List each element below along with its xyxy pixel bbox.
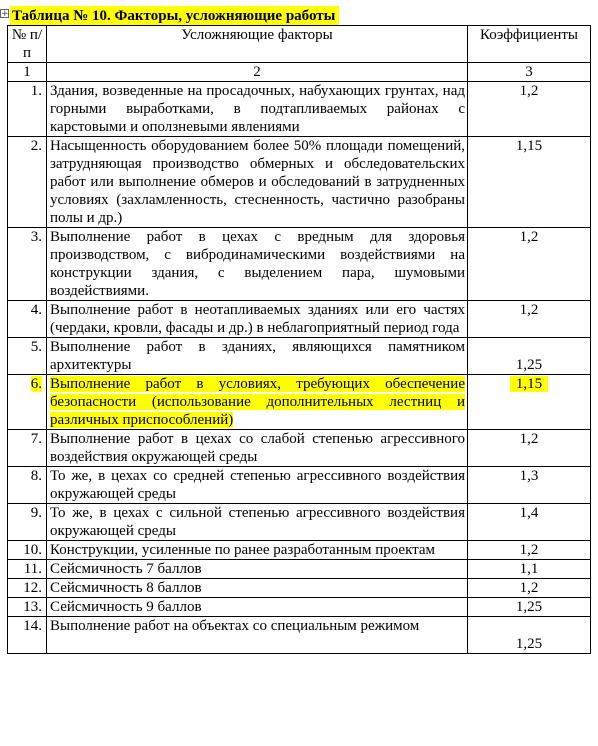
factor-text: Сейсмичность 9 баллов	[47, 598, 468, 617]
table-row	[8, 228, 591, 301]
table-header-row	[8, 26, 591, 63]
header-coefficients: Коэффициенты	[468, 26, 591, 63]
coefficient-value: 1,2	[468, 82, 591, 137]
coefficient-value: 1,25	[468, 338, 591, 375]
coefficient-value-highlighted: 1,15	[468, 375, 591, 430]
column-number-1: 1	[8, 63, 47, 82]
factor-text: Конструкции, усиленные по ранее разработанным проектам	[47, 541, 468, 560]
coefficient-value: 1,2	[468, 228, 591, 301]
coefficient-value: 1,2	[468, 541, 591, 560]
row-number: 11.	[8, 560, 47, 579]
coefficient-value: 1,2	[468, 430, 591, 467]
coefficient-value: 1,25	[468, 617, 591, 654]
factor-text: Выполнение работ в неотапливаемых зданиях или его частях (чердаки, кровли, фасады и др.) в неблагоприятный период года	[47, 301, 468, 338]
table-row	[8, 504, 591, 541]
table-row-highlighted	[8, 375, 591, 430]
row-number: 4.	[8, 301, 47, 338]
coefficient-value: 1,2	[468, 579, 591, 598]
column-number-row	[8, 63, 591, 82]
factor-text: Сейсмичность 8 баллов	[47, 579, 468, 598]
row-number: 1.	[8, 82, 47, 137]
table-row	[8, 301, 591, 338]
row-number: 3.	[8, 228, 47, 301]
row-number: 9.	[8, 504, 47, 541]
table-row	[8, 338, 591, 375]
row-number: 13.	[8, 598, 47, 617]
table-row	[8, 579, 591, 598]
coefficient-value: 1,1	[468, 560, 591, 579]
factor-text: Выполнение работ в цехах со слабой степенью агрессивного воздействия окружающей среды	[47, 430, 468, 467]
header-factors: Усложняющие факторы	[47, 26, 468, 63]
factor-text: Насыщенность оборудованием более 50% площади помещений, затрудняющая производство обмерных и обследовательских работ или выполнение обмеров и обследований в затрудненных условиях (захламленность, стесненность, частично разобраны полы и др.)	[47, 137, 468, 228]
table-row	[8, 617, 591, 654]
coefficient-value: 1,2	[468, 301, 591, 338]
factor-text: Выполнение работ на объектах со специальным режимом	[47, 617, 468, 654]
factor-text: Выполнение работ в цехах с вредным для здоровья производством, с вибродинамическими воздействиями на конструкции здания, с выделением пара, шумовыми воздействиями.	[47, 228, 468, 301]
table-row	[8, 430, 591, 467]
coefficient-value: 1,3	[468, 467, 591, 504]
factor-text: Выполнение работ в зданиях, являющихся памятником архитектуры	[47, 338, 468, 375]
row-number: 7.	[8, 430, 47, 467]
row-number: 2.	[8, 137, 47, 228]
factor-text: То же, в цехах со средней степенью агрессивного воздействия окружающей среды	[47, 467, 468, 504]
table-move-handle-icon[interactable]: +	[1, 9, 9, 19]
factors-table	[7, 25, 591, 654]
row-number: 6.	[8, 375, 47, 430]
header-number: № п/п	[8, 26, 47, 63]
factor-text-highlighted: Выполнение работ в условиях, требующих обеспечение безопасности (использование дополнительных лестниц и различных приспособлений)	[47, 375, 468, 430]
table-row	[8, 598, 591, 617]
table-row	[8, 560, 591, 579]
row-number: 5.	[8, 338, 47, 375]
table-row	[8, 467, 591, 504]
coefficient-value: 1,15	[468, 137, 591, 228]
row-number: 10.	[8, 541, 47, 560]
row-number: 8.	[8, 467, 47, 504]
table-row	[8, 137, 591, 228]
table-caption: Таблица № 10. Факторы, усложняющие работы	[10, 6, 339, 26]
coefficient-value: 1,25	[468, 598, 591, 617]
factor-text: Сейсмичность 7 баллов	[47, 560, 468, 579]
coefficient-value: 1,4	[468, 504, 591, 541]
table-row	[8, 541, 591, 560]
factor-text: Здания, возведенные на просадочных, набухающих грунтах, над горными выработками, в подтапливаемых районах с карстовыми и оползневыми явлениями	[47, 82, 468, 137]
column-number-3: 3	[468, 63, 591, 82]
factor-text: То же, в цехах с сильной степенью агрессивного воздействия окружающей среды	[47, 504, 468, 541]
table-row	[8, 82, 591, 137]
row-number: 12.	[8, 579, 47, 598]
column-number-2: 2	[47, 63, 468, 82]
row-number: 14.	[8, 617, 47, 654]
